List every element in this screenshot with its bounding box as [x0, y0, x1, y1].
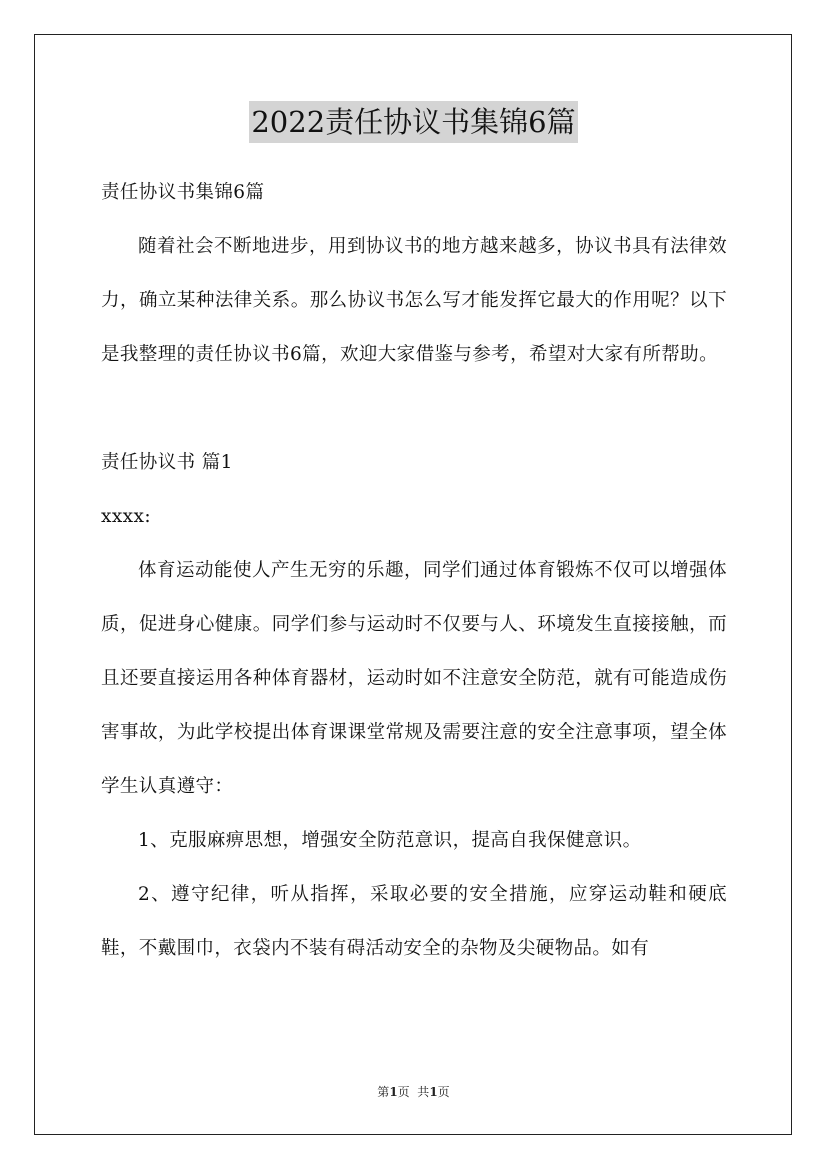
page-suffix: 页: [437, 1085, 450, 1099]
title-area: [0, 101, 827, 143]
document-subtitle: 责任协议书集锦6篇: [101, 182, 265, 203]
salutation: xxxx:: [101, 506, 151, 527]
document-body: [101, 166, 727, 976]
page-mid: 页 共: [397, 1085, 430, 1099]
rule-item: 2、遵守纪律，听从指挥，采取必要的安全措施，应穿运动鞋和硬底鞋，不戴围巾，衣袋内不装有碍活动安全的杂物及尖硬物品。如有: [101, 884, 727, 959]
body-paragraph: 体育运动能使人产生无穷的乐趣，同学们通过体育锻炼不仅可以增强体质，促进身心健康。同学们参与运动时不仅要与人、环境发生直接接触，而且还要直接运用各种体育器材，运动时如不注意安全防范，就有可能造成伤害事故，为此学校提出体育课课堂常规及需要注意的安全注意事项，望全体学生认真遵守：: [101, 560, 727, 797]
page-current: 1: [389, 1085, 398, 1099]
intro-paragraph: 随着社会不断地进步，用到协议书的地方越来越多，协议书具有法律效力，确立某种法律关系。那么协议书怎么写才能发挥它最大的作用呢？以下是我整理的责任协议书6篇，欢迎大家借鉴与参考，希望对大家有所帮助。: [101, 236, 727, 365]
document-title: 2022责任协议书集锦6篇: [249, 101, 577, 143]
page-total: 1: [429, 1085, 438, 1099]
rule-item: 1、克服麻痹思想，增强安全防范意识，提高自我保健意识。: [138, 830, 642, 851]
page-prefix: 第: [377, 1085, 390, 1099]
section-spacer: [101, 382, 727, 436]
section-heading: 责任协议书 篇1: [101, 452, 233, 473]
page-footer: [0, 1084, 827, 1100]
